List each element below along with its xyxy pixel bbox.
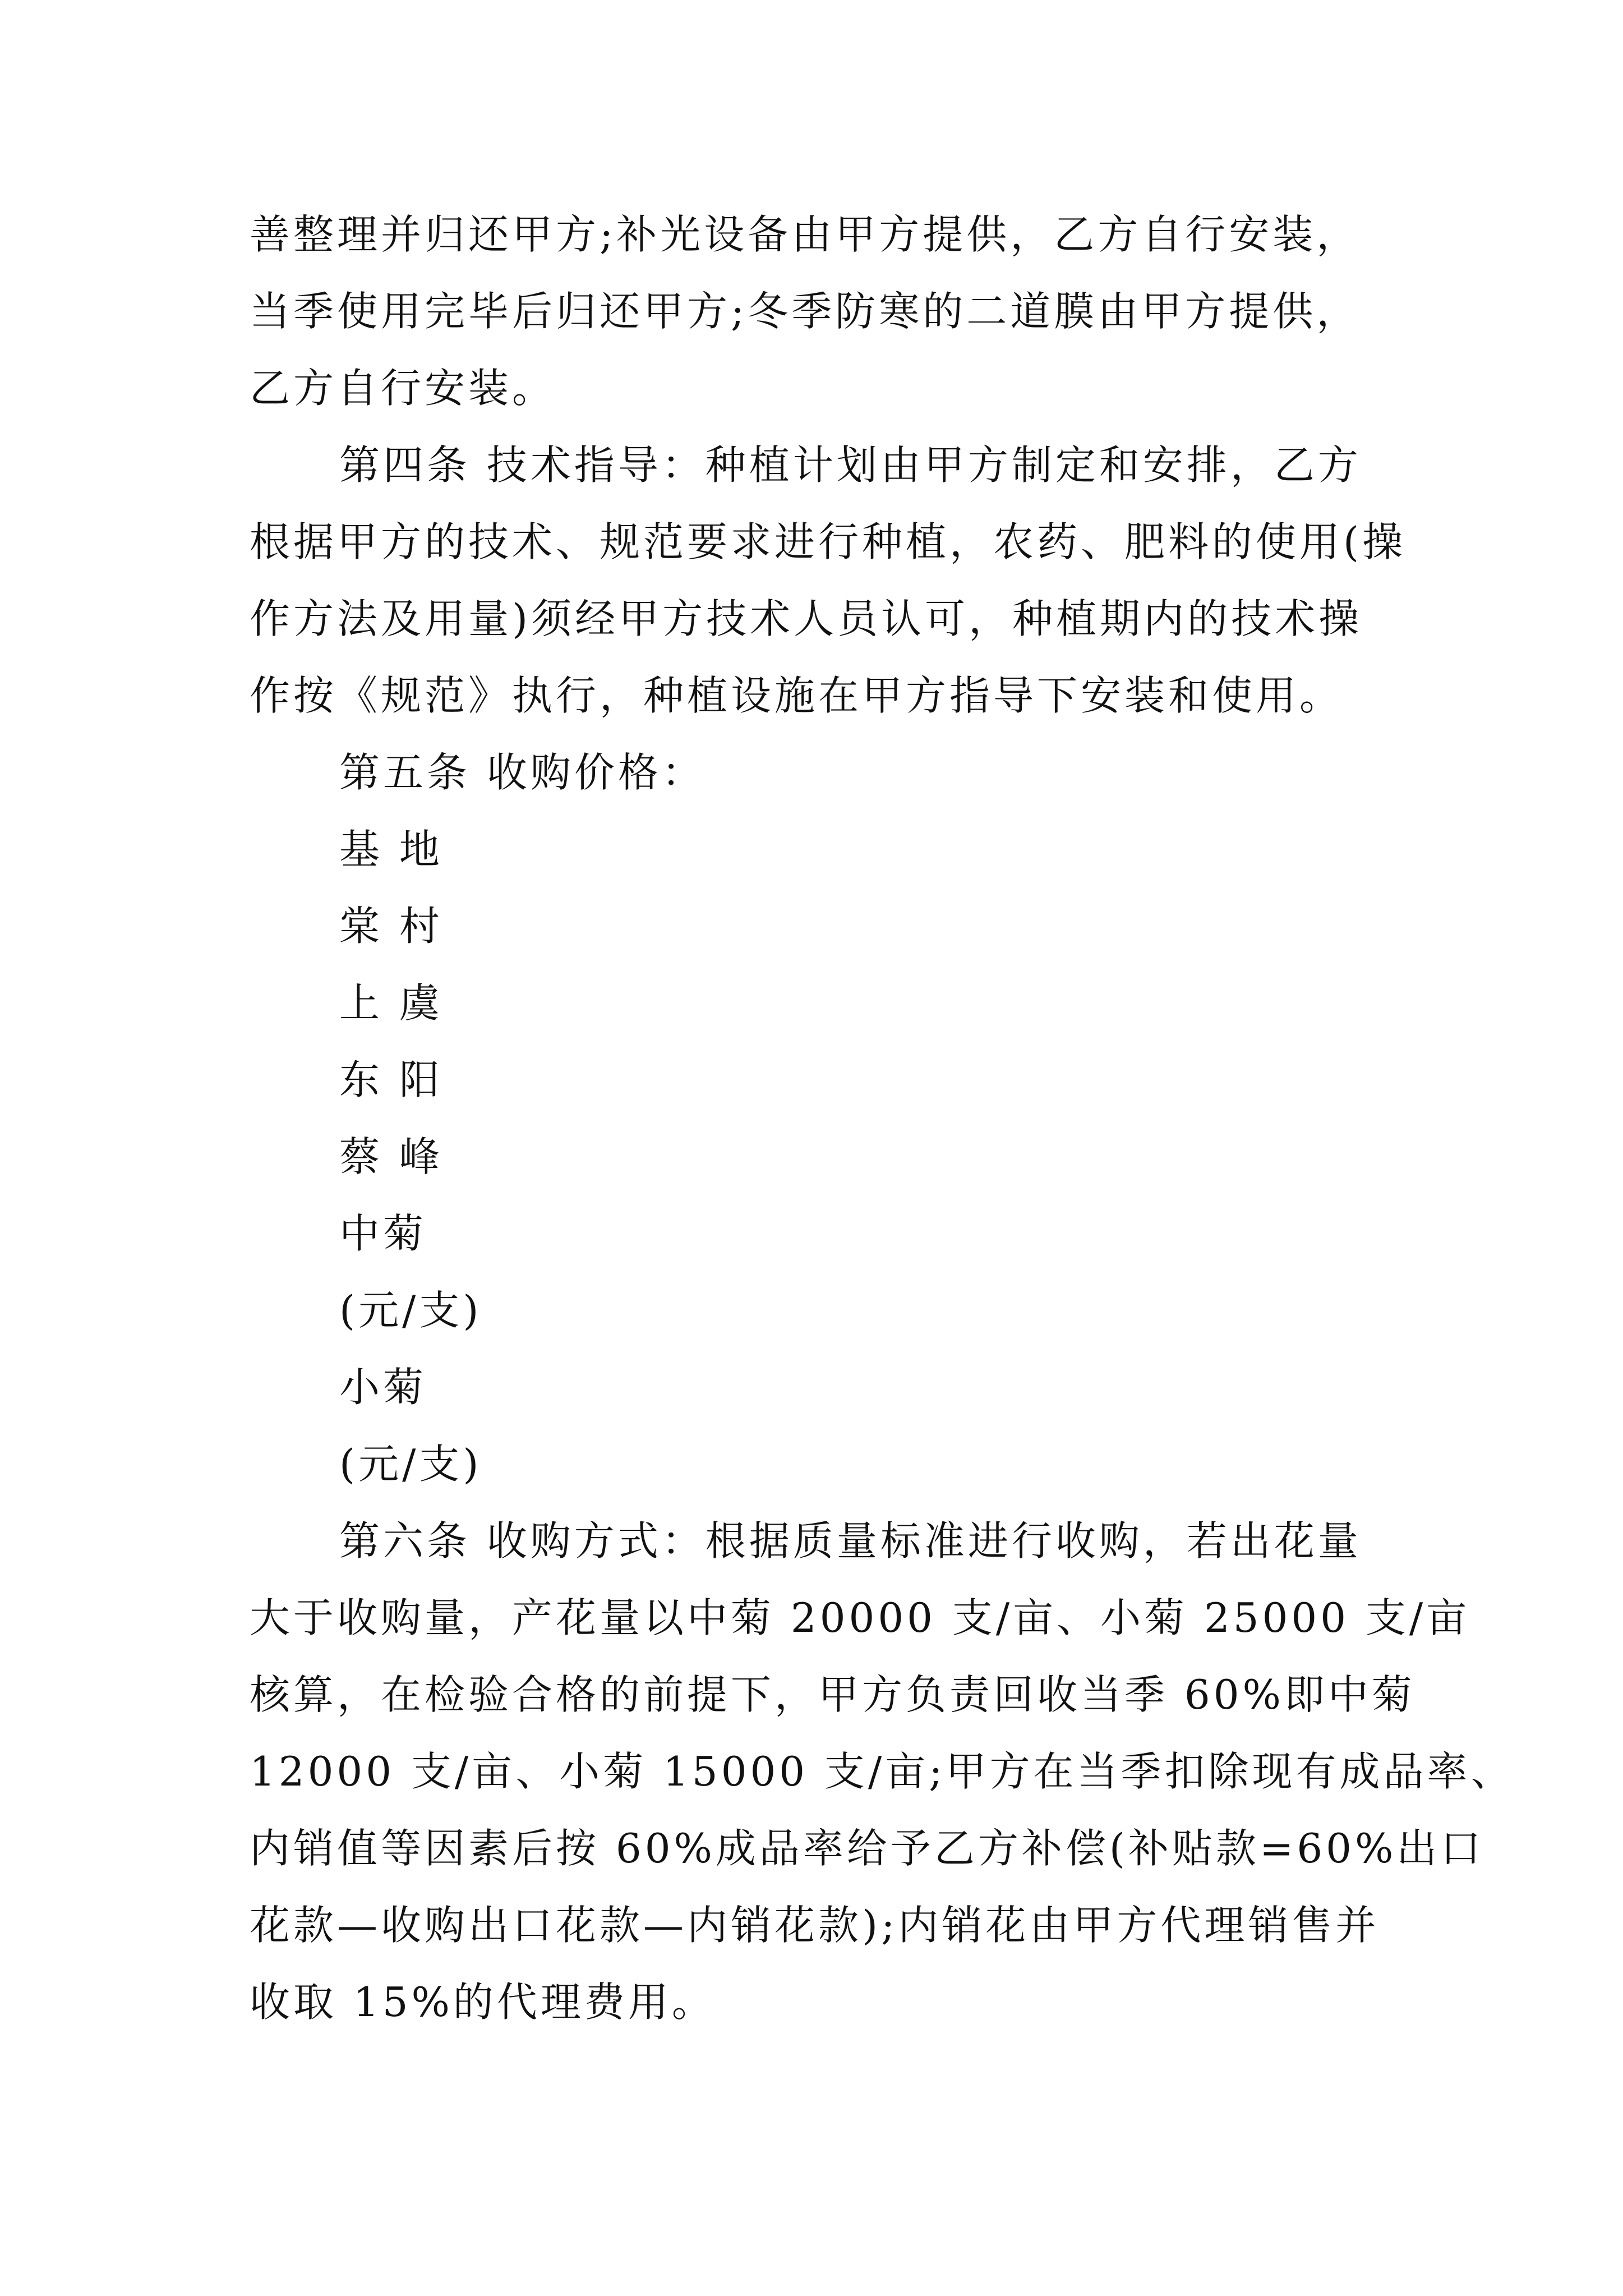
text-line: 作按《规范》执行，种植设施在甲方指导下安装和使用。 [250, 672, 1344, 719]
text-line: 大于收购量，产花量以中菊 20000 支/亩、小菊 25000 支/亩 [250, 1594, 1470, 1641]
text-line: 善整理并归还甲方;补光设备由甲方提供，乙方自行安装， [250, 211, 1361, 258]
text-line: 12000 支/亩、小菊 15000 支/亩;甲方在当季扣除现有成品率、 [250, 1748, 1515, 1795]
price-table-cell: (元/支) [339, 1287, 482, 1334]
article-6-heading-line: 第六条 收购方式：根据质量标准进行收购，若出花量 [339, 1517, 1362, 1565]
price-table-cell: 蔡 峰 [339, 1133, 443, 1180]
price-table-cell: 上 虞 [339, 979, 443, 1027]
text-line: 根据甲方的技术、规范要求进行种植，农药、肥料的使用(操 [250, 518, 1407, 565]
price-table-cell: 小菊 [339, 1364, 427, 1411]
article-4-heading-line: 第四条 技术指导：种植计划由甲方制定和安排，乙方 [339, 441, 1362, 489]
price-table-cell: 棠 村 [339, 903, 443, 950]
text-line: 花款—收购出口花款—内销花款);内销花由甲方代理销售并 [250, 1902, 1380, 1949]
text-line: 核算，在检验合格的前提下，甲方负责回收当季 60%即中菊 [250, 1671, 1415, 1718]
article-5-heading-line: 第五条 收购价格： [339, 749, 706, 796]
price-table-cell: 基 地 [339, 826, 443, 873]
text-line: 收取 15%的代理费用。 [250, 1978, 716, 2026]
document-body [250, 196, 1515, 2041]
price-table-cell: (元/支) [339, 1441, 482, 1488]
text-line: 当季使用完毕后归还甲方;冬季防寒的二道膜由甲方提供， [250, 288, 1361, 335]
price-table-cell: 中菊 [339, 1210, 427, 1257]
text-line: 乙方自行安装。 [250, 365, 556, 412]
price-table-cell: 东 阳 [339, 1056, 443, 1103]
text-line: 作方法及用量)须经甲方技术人员认可，种植期内的技术操 [250, 595, 1363, 642]
text-line: 内销值等因素后按 60%成品率给予乙方补偿(补贴款=60%出口 [250, 1825, 1484, 1872]
